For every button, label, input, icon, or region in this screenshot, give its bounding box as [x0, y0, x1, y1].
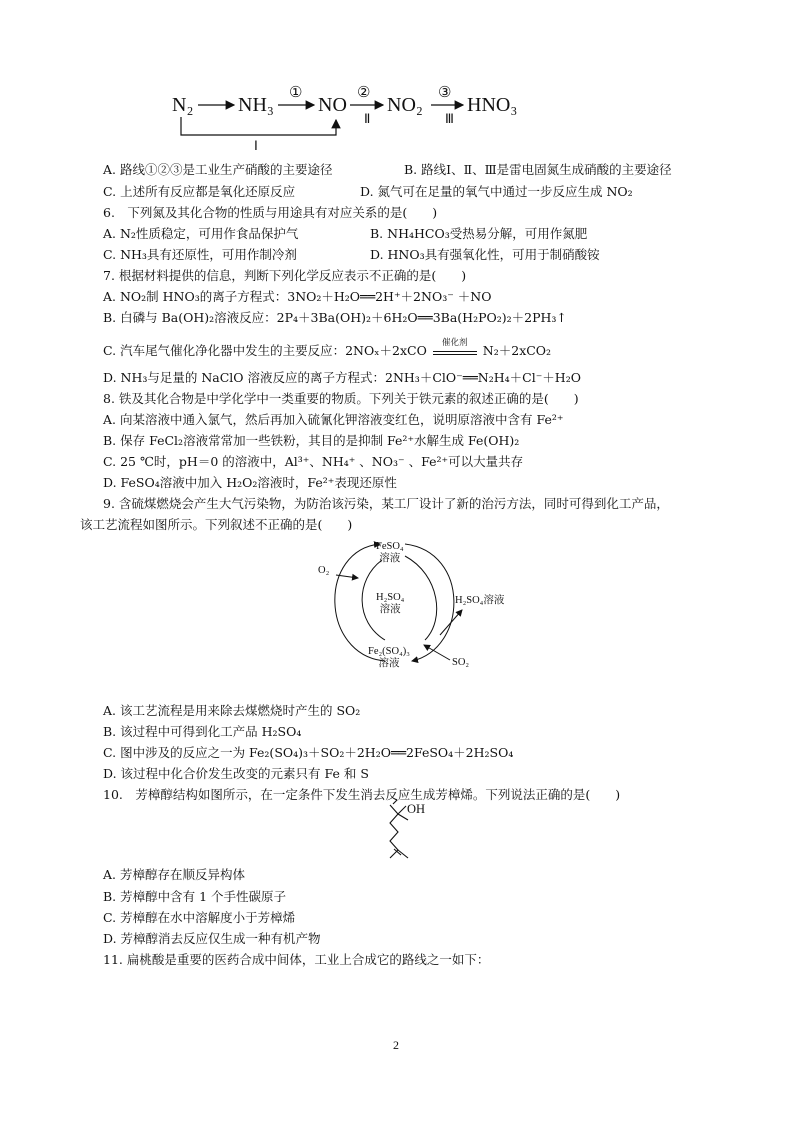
skeleton-bonds	[390, 805, 398, 858]
q7-option-c-right: N₂＋2xCO₂	[482, 343, 552, 358]
arrow-h2so4-out	[440, 610, 462, 635]
q7-option-d: D. NH₃与足量的 NaClO 溶液反应的离子方程式：2NH₃＋ClO⁻══N₂H₄＋Cl⁻＋H₂O	[103, 370, 581, 385]
q7-stem: 7. 根据材料提供的信息，判断下列化学反应表示不正确的是( )	[103, 268, 467, 283]
q11-stem: 11. 扁桃酸是重要的医药合成中间体，工业上合成它的路线之一如下：	[103, 952, 490, 967]
q9-option-a: A. 该工艺流程是用来除去煤燃烧时产生的 SO₂	[103, 703, 361, 718]
so2-label: SO₂	[452, 657, 470, 668]
q8-stem: 8. 铁及其化合物是中学化学中一类重要的物质。下列关于铁元素的叙述正确的是( )	[103, 391, 579, 406]
q10-option-d: D. 芳樟醇消去反应仅生成一种有机产物	[103, 931, 321, 946]
step3-label: ③	[438, 83, 452, 101]
fe2so43-label: Fe₂(SO₄)₃ 溶液	[368, 646, 410, 669]
no-label: NO	[318, 94, 347, 116]
catalyst-label: 催化剂	[442, 338, 468, 348]
q6-option-c: C. NH₃具有还原性，可用作制冷剂	[103, 247, 297, 262]
q5-option-d: D. 氮气可在足量的氧气中通过一步反应生成 NO₂	[360, 184, 633, 199]
q10-option-a: A. 芳樟醇存在顺反异构体	[103, 867, 245, 882]
oh-label: OH	[407, 802, 426, 816]
q10-option-b: B. 芳樟醇中含有 1 个手性碳原子	[103, 889, 287, 904]
route3-label: Ⅲ	[445, 111, 454, 126]
q9-option-d: D. 该过程中化合价发生改变的元素只有 Fe 和 S	[103, 766, 369, 781]
step1-label: ①	[289, 83, 303, 101]
q9-option-b: B. 该过程中可得到化工产品 H₂SO₄	[103, 724, 302, 739]
q8-option-a: A. 向某溶液中通入氯气，然后再加入硫氰化钾溶液变红色，说明原溶液中含有 Fe²⁺	[103, 412, 564, 427]
arrow-right-arc	[405, 544, 454, 661]
nh3-label: NH₃	[238, 94, 274, 116]
hno3-label: HNO₃	[467, 94, 518, 116]
q7-option-a: A. NO₂制 HNO₃的离子方程式：3NO₂＋H₂O══2H⁺＋2NO₃⁻ ＋NO	[103, 289, 492, 304]
route2-label: Ⅱ	[364, 111, 371, 126]
h2so4-inner-label: H₂SO₄ 溶液	[376, 592, 405, 615]
q6-option-a: A. N₂性质稳定，可用作食品保护气	[103, 226, 299, 241]
q9-option-c: C. 图中涉及的反应之一为 Fe₂(SO₄)₃＋SO₂＋2H₂O══2FeSO₄＋2H₂SO₄	[103, 745, 514, 760]
no2-label: NO₂	[387, 94, 423, 116]
inner-right-arc	[405, 556, 437, 640]
q6-stem: 6. 下列氮及其化合物的性质与用途具有对应关系的是( )	[103, 205, 438, 220]
q7-option-c	[103, 338, 552, 359]
oh-bond	[398, 806, 406, 814]
scheme-arrows	[0, 0, 794, 160]
q9-stem-line2: 该工艺流程如图所示。下列叙述不正确的是( )	[80, 517, 353, 532]
q5-option-b: B. 路线Ⅰ、Ⅱ、Ⅲ是雷电固氮生成硝酸的主要途径	[404, 162, 672, 177]
vinyl-bond	[393, 800, 401, 804]
q7-option-c-left: C. 汽车尾气催化净化器中发生的主要反应：2NOₓ＋2xCO	[103, 343, 427, 358]
q5-option-a: A. 路线①②③是工业生产硝酸的主要途径	[103, 162, 333, 177]
page-number: 2	[393, 1038, 399, 1052]
q8-option-d: D. FeSO₄溶液中加入 H₂O₂溶液时，Fe²⁺表现还原性	[103, 475, 397, 490]
step2-label: ②	[357, 83, 371, 101]
feso4-label: FeSO₄ 溶液	[376, 541, 404, 564]
q6-option-b: B. NH₄HCO₃受热易分解，可用作氮肥	[370, 226, 588, 241]
q8-option-c: C. 25 ℃时，pH＝0 的溶液中，Al³⁺、NH₄⁺ 、NO₃⁻ 、Fe²⁺可以大量共存	[103, 454, 524, 469]
arrow-route1	[181, 117, 336, 135]
o2-label: O₂	[318, 565, 330, 576]
n2-label: N₂	[172, 94, 194, 116]
q9-stem-line1: 9. 含硫煤燃烧会产生大气污染物，为防治该污染，某工厂设计了新的治污方法，同时可得到化工产品，	[103, 496, 669, 511]
q5-option-c: C. 上述所有反应都是氧化还原反应	[103, 184, 296, 199]
route1-label: Ⅰ	[254, 138, 258, 153]
catalyst-arrow	[433, 338, 477, 355]
q10-stem: 10. 芳樟醇结构如图所示，在一定条件下发生消去反应生成芳樟烯。下列说法正确的是( )	[103, 787, 621, 802]
q7-option-b: B. 白磷与 Ba(OH)₂溶液反应：2P₄＋3Ba(OH)₂＋6H₂O══3Ba(H₂PO₂)₂＋2PH₃↑	[103, 310, 567, 325]
h2so4-out-label: H₂SO₄溶液	[455, 595, 505, 606]
equal-sign	[433, 351, 477, 355]
q10-option-c: C. 芳樟醇在水中溶解度小于芳樟烯	[103, 910, 296, 925]
q6-option-d: D. HNO₃具有强氧化性，可用于制硝酸铵	[370, 247, 600, 262]
q8-option-b: B. 保存 FeCl₂溶液常常加一些铁粉，其目的是抑制 Fe²⁺水解生成 Fe(OH)₂	[103, 433, 520, 448]
